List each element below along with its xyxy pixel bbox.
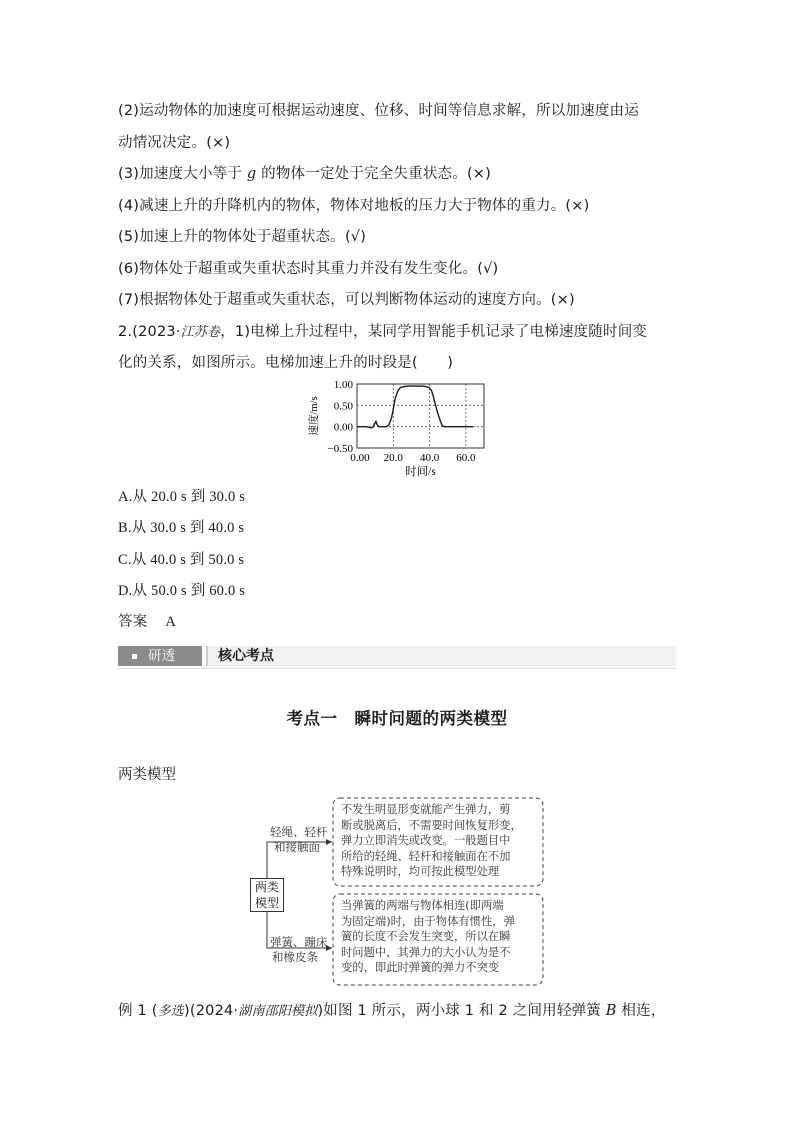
statement-6: (6)物体处于超重或失重状态时其重力并没有发生变化。(√) (118, 261, 499, 277)
option-c: C.从 40.0 s 到 50.0 s (118, 552, 245, 568)
y-tick-label: 0.00 (333, 421, 353, 434)
x-tick-label: 60.0 (456, 452, 476, 464)
question-2-line2: 化的关系，如图所示。电梯加速上升的时段是( ) (118, 355, 454, 371)
branch1-label-line2: 和接触面 (274, 840, 320, 854)
question-2-text: ，1)电梯上升过程中，某同学用智能手机记录了电梯速度随时间变 (220, 324, 648, 340)
branch2-label (270, 935, 328, 965)
box2-line: 时问题中，其弹力的大小认为是不 (341, 945, 511, 959)
answer-value: A (165, 614, 177, 630)
sub-title: 两类模型 (118, 767, 176, 783)
x-tick-label: 0.00 (350, 452, 370, 464)
variable-g: g (246, 166, 257, 182)
branch1-label-line1: 轻绳、轻杆 (270, 825, 328, 839)
x-tick-label: 40.0 (419, 452, 440, 464)
statement-7: (7)根据物体处于超重或失重状态，可以判断物体运动的速度方向。(×) (118, 292, 575, 308)
x-axis-label: 时间/s (405, 466, 436, 478)
box1-line: 断或脱离后，不需要时间恢复形变， (341, 818, 522, 832)
box2-text (341, 898, 515, 976)
box2-line: 变的，即此时弹簧的弹力不突变 (341, 961, 500, 975)
y-axis-label: 速度/m/s (309, 396, 320, 436)
box2-line: 簧的长度不会发生突变，所以在瞬 (341, 930, 511, 944)
branch1-label (270, 825, 328, 855)
option-b: B.从 30.0 s 到 40.0 s (118, 520, 245, 536)
statement-3-pre: (3)加速度大小等于 (118, 166, 247, 182)
y-tick-label: 1.00 (333, 379, 353, 391)
diagram-center-box (250, 878, 284, 912)
statement-5: (5)加速上升的物体处于超重状态。(√) (118, 229, 367, 245)
x-tick-label: 20.0 (383, 452, 403, 464)
statement-3-post: 的物体一定处于完全失重状态。(×) (256, 166, 492, 182)
answer-label: 答案 (118, 614, 148, 630)
example-1 (118, 1001, 666, 1022)
option-d: D.从 50.0 s 到 60.0 s (118, 583, 246, 599)
question-2-source: 江苏卷 (180, 325, 221, 340)
section-title: 考点一 瞬时问题的两类模型 (286, 709, 508, 728)
center-label-2: 模型 (254, 895, 279, 910)
center-label-1: 两类 (254, 880, 279, 894)
statement-2-line1: (2)运动物体的加速度可根据运动速度、位移、时间等信息求解，所以加速度由运 (118, 103, 639, 119)
statement-4: (4)减速上升的升降机内的物体，物体对地板的压力大于物体的重力。(×) (118, 198, 590, 214)
box1-text (341, 802, 522, 880)
box1-line: 所给的轻绳、轻杆和接触面在不加 (341, 849, 511, 863)
statement-2-line2: 动情况决定。(×) (118, 135, 231, 151)
y-tick-label: 0.50 (333, 400, 353, 413)
example-text: )如图 1 所示，两小球 1 和 2 之间用轻弹簧 (317, 1003, 606, 1019)
box2-line: 当弹簧的两端与物体相连(即两端 (341, 899, 504, 912)
question-2-prefix: 2.(2023· (118, 324, 181, 340)
example-year: )(2024· (184, 1003, 239, 1019)
box1-line: 弹力立即消失或改变。一般题目中 (341, 834, 511, 848)
option-a: A.从 20.0 s 到 30.0 s (118, 489, 246, 505)
variable-b: B (605, 1003, 617, 1019)
example-prefix: 例 1 ( (118, 1003, 158, 1019)
box1-line: 特殊说明时，均可按此模型处理 (341, 865, 500, 879)
box1-line: 不发生明显形变就能产生弹力，剪 (341, 803, 511, 816)
branch2-label-line1: 弹簧、蹦床 (270, 935, 328, 949)
box2-line: 为固定端)时，由于物体有惯性，弹 (341, 914, 515, 928)
example-source: 湖南邵阳模拟 (238, 1004, 318, 1019)
y-tick-label: −0.50 (327, 443, 353, 455)
section-bar-left-label: 研透 (148, 648, 175, 664)
example-tag: 多选 (157, 1004, 185, 1019)
section-bar-right-label: 核心考点 (218, 648, 274, 664)
example-text-end: 相连， (616, 1003, 666, 1019)
branch2-label-line2: 和橡皮条 (272, 950, 318, 964)
